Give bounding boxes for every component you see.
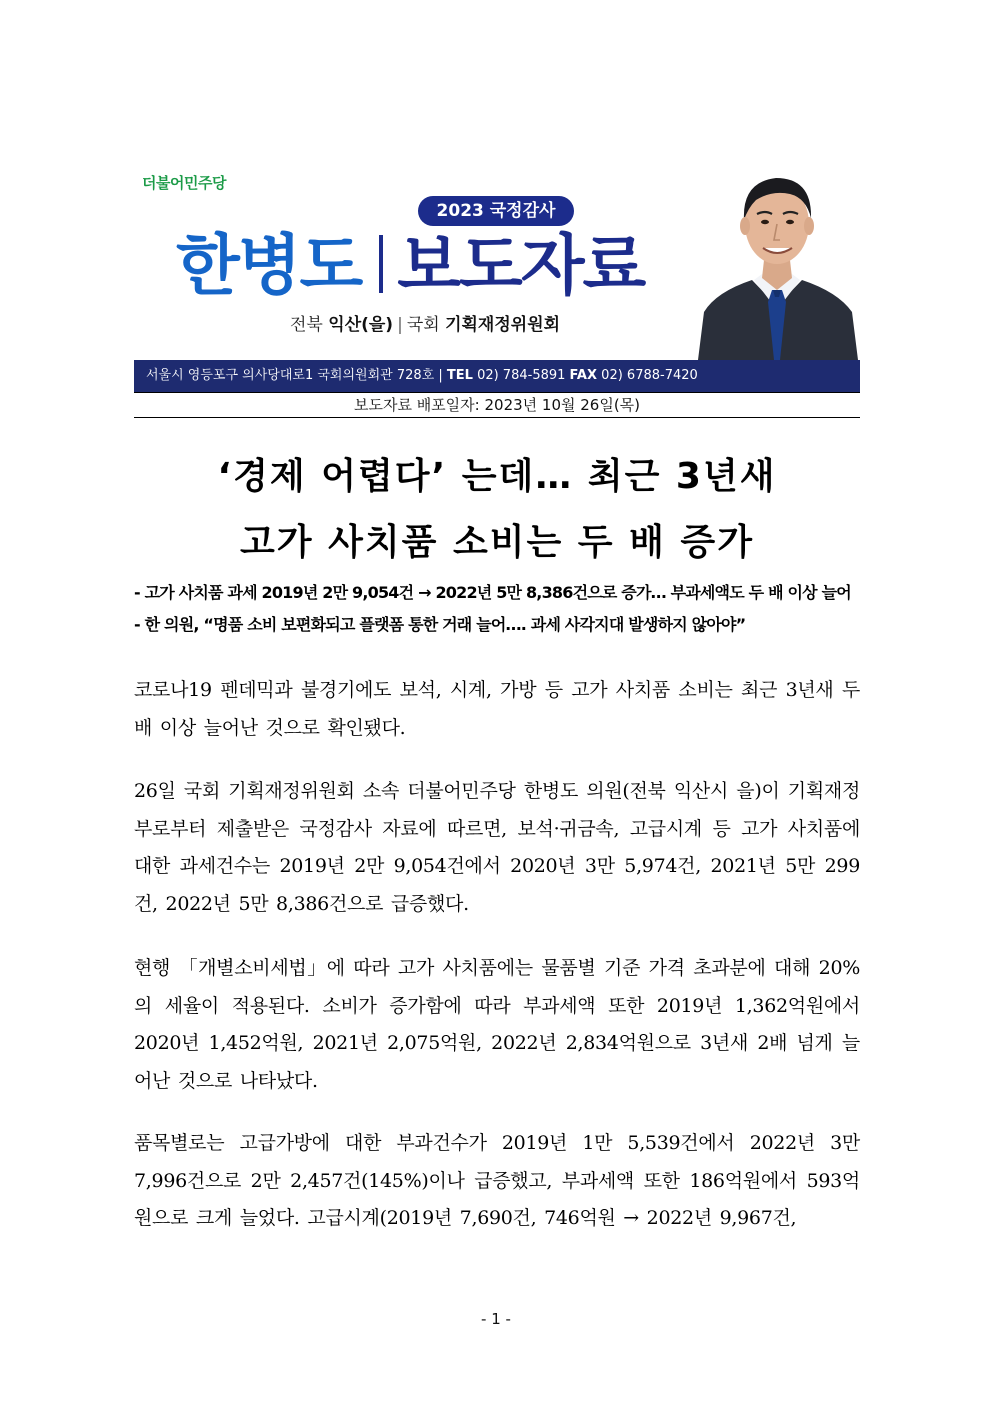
divider-bottom	[134, 417, 860, 418]
page-number: - 1 -	[481, 1310, 511, 1328]
headline-line-2: 고가 사치품 소비는 두 배 증가	[240, 522, 754, 563]
summary-bullet: - 한 의원, “명품 소비 보편화되고 플랫폼 통한 거래 늘어…. 과세 사각지대 발생하지 않아야”	[134, 615, 746, 634]
tel-number: 02) 784-5891	[477, 368, 566, 383]
committee: 기획재정위원회	[445, 315, 561, 335]
fax-label: FAX	[569, 368, 598, 383]
title-divider	[379, 235, 383, 293]
body-paragraph: 현행 「개별소비세법」에 따라 고가 사치품에는 물품별 기준 가격 초과분에 대해 20%의 세율이 적용된다. 소비가 증가함에 따라 부과세액 또한 2019년 1,362억원에서 2020년 1,452억원, 2021년 2,075억원, 2022년 2,834억원으로 3년새 2배 넘게 늘어난 것으로 나타났다.	[134, 957, 860, 1092]
assembly-label: 국회	[406, 315, 440, 335]
audit-badge: 2023 국정감사	[418, 196, 574, 226]
party-logo: 더불어민주당	[142, 174, 226, 192]
district-committee-line	[290, 310, 560, 335]
banner-title	[176, 226, 644, 306]
contact-bar: 서울시 영등포구 의사당대로1 국회의원회관 728호 | TEL 02) 784-5891 FAX 02) 6788-7420	[134, 360, 860, 392]
summary-bullet: - 고가 사치품 과세 2019년 2만 9,054건 → 2022년 5만 8,386건으로 증가… 부과세액도 두 배 이상 늘어	[134, 583, 851, 602]
tel-label: TEL	[446, 368, 473, 383]
document-type: 보도자료	[397, 227, 645, 304]
office-address: 서울시 영등포구 의사당대로1 국회의원회관 728호	[146, 368, 435, 383]
body-paragraph: 26일 국회 기획재정위원회 소속 더불어민주당 한병도 의원(전북 익산시 을)이 기획재정부로부터 제출받은 국정감사 자료에 따르면, 보석·귀금속, 고급시계 등 고가 사치품에 대한 과세건수는 2019년 2만 9,054건에서 2020년 3만 5,974건, 2021년 5만 299건, 2022년 5만 8,386건으로 급증했다.	[134, 780, 860, 915]
body-paragraph: 품목별로는 고급가방에 대한 부과건수가 2019년 1만 5,539건에서 2022년 3만 7,996건으로 2만 2,457건(145%)이나 급증했고, 부과세액 또한 186억원에서 593억원으로 크게 늘었다. 고급시계(2019년 7,690건, 746억원 → 2022년 9,967건,	[134, 1132, 860, 1229]
lawmaker-name: 한병도	[176, 227, 362, 304]
district: 익산(을)	[328, 315, 394, 335]
release-date: 보도자료 배포일자: 2023년 10월 26일(목)	[353, 396, 641, 414]
separator: |	[397, 315, 403, 335]
fax-number: 02) 6788-7420	[601, 368, 698, 383]
press-release-banner	[134, 160, 860, 392]
lawmaker-portrait	[694, 160, 860, 360]
headline-line-1: ‘경제 어렵다’ 는데… 최근 3년새	[217, 456, 777, 497]
body-paragraph: 코로나19 펜데믹과 불경기에도 보석, 시계, 가방 등 고가 사치품 소비는 최근 3년새 두 배 이상 늘어난 것으로 확인됐다.	[134, 679, 860, 739]
region-prefix: 전북	[290, 315, 323, 335]
